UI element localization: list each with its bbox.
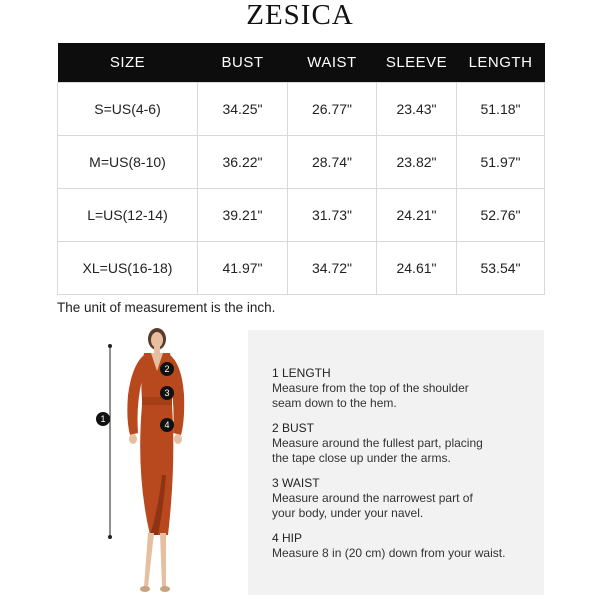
right-hand: [174, 434, 182, 444]
cell-waist: 31.73": [288, 189, 377, 242]
cell-length: 52.76": [457, 189, 545, 242]
cell-waist: 34.72": [288, 242, 377, 295]
cell-bust: 41.97": [198, 242, 288, 295]
cell-size: L=US(12-14): [58, 189, 198, 242]
guide-title: 1 LENGTH: [272, 366, 331, 380]
cell-bust: 34.25": [198, 83, 288, 136]
length-top-dot: [108, 344, 112, 348]
cell-size: XL=US(16-18): [58, 242, 198, 295]
cell-sleeve: 23.82": [377, 136, 457, 189]
cell-waist: 26.77": [288, 83, 377, 136]
header-length: LENGTH: [457, 43, 545, 83]
right-leg: [160, 533, 166, 587]
cell-size: M=US(8-10): [58, 136, 198, 189]
guide-line: Measure from the top of the shoulder: [272, 381, 469, 395]
header-bust: BUST: [198, 43, 288, 83]
cell-bust: 39.21": [198, 189, 288, 242]
unit-note: The unit of measurement is the inch.: [57, 300, 276, 315]
cell-sleeve: 24.21": [377, 189, 457, 242]
marker-bust-label: 2: [164, 364, 170, 374]
header-size: SIZE: [58, 43, 198, 83]
cell-bust: 36.22": [198, 136, 288, 189]
right-shoe: [160, 586, 170, 592]
cell-sleeve: 23.43": [377, 83, 457, 136]
guide-line: Measure around the narrowest part of: [272, 491, 473, 505]
head: [151, 332, 163, 348]
left-hand: [129, 434, 137, 444]
cell-length: 51.97": [457, 136, 545, 189]
table-header-row: [58, 43, 545, 83]
cell-length: 53.54": [457, 242, 545, 295]
marker-hip: [160, 418, 174, 432]
guide-title: 4 HIP: [272, 531, 303, 545]
left-leg: [144, 533, 154, 587]
cell-length: 51.18": [457, 83, 545, 136]
table-row: [58, 83, 545, 136]
guide-item-bust: [272, 421, 542, 466]
table-row: [58, 189, 545, 242]
cell-size: S=US(4-6): [58, 83, 198, 136]
table-row: [58, 242, 545, 295]
marker-waist: [160, 386, 174, 400]
marker-length: [96, 412, 110, 426]
guide-line: Measure 8 in (20 cm) down from your waist.: [272, 546, 506, 560]
marker-hip-label: 4: [164, 420, 170, 430]
size-chart-table: [57, 43, 545, 295]
marker-length-label: 1: [100, 414, 106, 424]
marker-bust: [160, 362, 174, 376]
guide-item-waist: [272, 476, 542, 521]
cell-sleeve: 24.61": [377, 242, 457, 295]
table-row: [58, 136, 545, 189]
left-shoe: [140, 586, 150, 592]
neck: [154, 347, 160, 353]
measurement-guide: [272, 366, 542, 571]
marker-waist-label: 3: [164, 388, 170, 398]
brand-logo: ZESICA: [246, 0, 354, 31]
guide-line: the tape close up under the arms.: [272, 451, 451, 465]
header-waist: WAIST: [288, 43, 377, 83]
guide-line: Measure around the fullest part, placing: [272, 436, 483, 450]
guide-item-length: [272, 366, 542, 411]
guide-title: 2 BUST: [272, 421, 315, 435]
guide-item-hip: [272, 531, 542, 561]
model-figure: [88, 325, 188, 600]
guide-line: seam down to the hem.: [272, 396, 397, 410]
header-sleeve: SLEEVE: [377, 43, 457, 83]
length-bottom-dot: [108, 535, 112, 539]
guide-title: 3 WAIST: [272, 476, 320, 490]
guide-line: your body, under your navel.: [272, 506, 424, 520]
cell-waist: 28.74": [288, 136, 377, 189]
